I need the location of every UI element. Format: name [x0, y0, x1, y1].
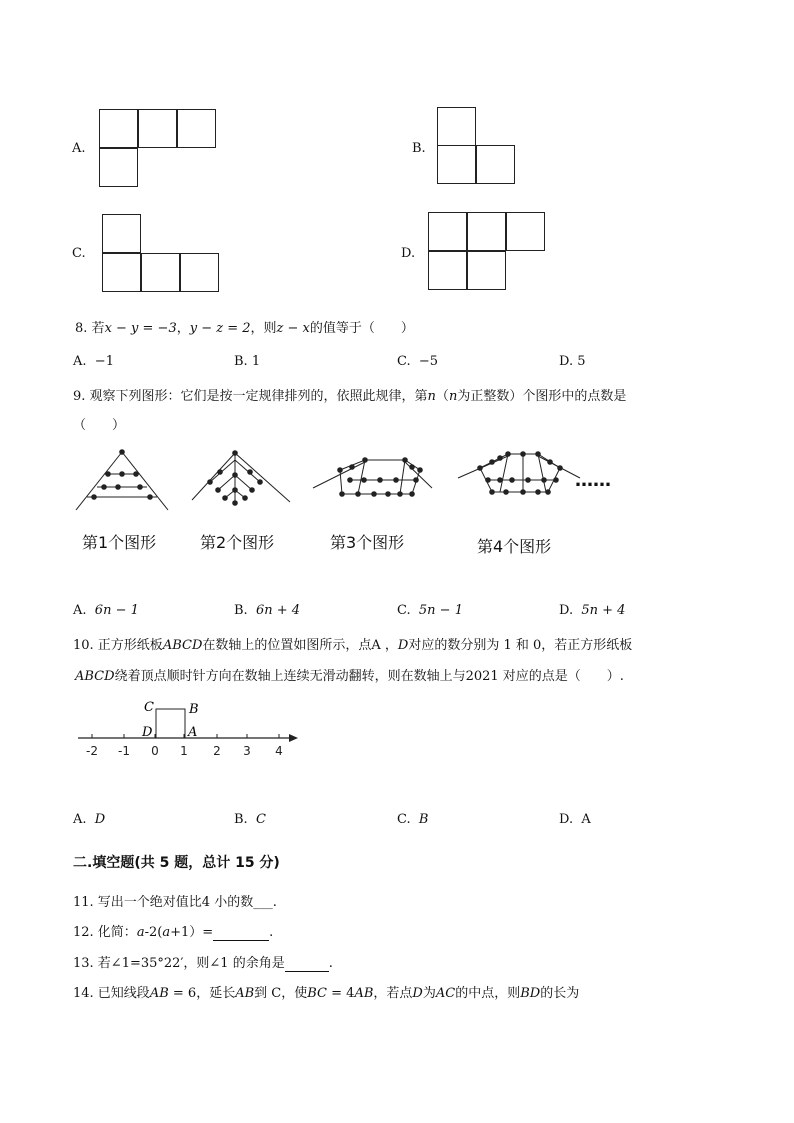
q9-caption-2: 第2个图形 — [200, 533, 275, 552]
q10-option-a[interactable]: A. D — [73, 812, 106, 827]
q10-tick-label: 4 — [275, 744, 283, 758]
q10-option-d[interactable]: D. A — [559, 812, 591, 827]
q7-option-a-label: A. — [72, 141, 86, 156]
q11-stem: 11. 写出一个绝对值比4 小的数___. — [73, 895, 277, 910]
q10-option-b[interactable]: B. C — [234, 812, 266, 827]
q10-point-a: A — [188, 725, 198, 740]
q9-option-a[interactable]: A. 6n − 1 — [73, 603, 139, 618]
q10-tick-label: 2 — [213, 744, 221, 758]
q10-point-b: B — [189, 702, 199, 717]
q10-number-line — [70, 693, 310, 763]
q9-stem-line2: （ ） — [73, 418, 126, 433]
section-heading-fill-blank: 二.填空题(共 5 题，总计 15 分) — [73, 855, 280, 871]
q9-caption-4: 第4个图形 — [477, 537, 552, 556]
q14-stem: 14. 已知线段AB = 6，延长AB到 C，使BC = 4AB，若点D为AC的中点，则BD的长为 — [73, 986, 580, 1001]
q8-option-c[interactable]: C. −5 — [397, 354, 439, 369]
q13-stem: 13. 若∠1=35°22′，则∠1 的余角是 . — [73, 956, 333, 971]
q10-stem-line1: 10. 正方形纸板ABCD在数轴上的位置如图所示，点A ，D对应的数分别为 1 和 0，若正方形纸板 — [73, 638, 633, 653]
q8-text-post: 的值等于（ ） — [309, 321, 414, 336]
q10-square-abcd — [156, 709, 185, 738]
q9-ellipsis: …… — [575, 470, 611, 491]
q7-option-c-label: C. — [72, 246, 86, 261]
q9-caption-1: 第1个图形 — [82, 533, 157, 552]
q8-text-pre: 若 — [91, 321, 105, 336]
q10-tick-label: -2 — [86, 744, 98, 758]
q10-option-c[interactable]: C. B — [397, 812, 429, 827]
q9-option-b[interactable]: B. 6n + 4 — [234, 603, 301, 618]
q8-expr3: z − x — [276, 321, 310, 336]
q10-tick-label: 0 — [151, 744, 159, 758]
q8-number: 8. — [75, 321, 88, 336]
q12-answer-blank[interactable] — [213, 925, 269, 941]
q10-tick-label: 3 — [243, 744, 251, 758]
q9-option-c[interactable]: C. 5n − 1 — [397, 603, 463, 618]
q8-stem — [75, 317, 414, 336]
q9-caption-3: 第3个图形 — [330, 533, 405, 552]
q10-tick-label: -1 — [118, 744, 130, 758]
q13-answer-blank[interactable] — [285, 956, 329, 972]
q8-sep1: ， — [176, 321, 190, 336]
q7-option-b-label: B. — [412, 141, 426, 156]
q9-pattern-figures — [60, 440, 620, 520]
q10-point-c: C — [144, 700, 154, 715]
q9-figure-4 — [458, 452, 580, 495]
q8-option-d[interactable]: D. 5 — [559, 354, 586, 369]
q10-stem-line2: ABCD绕着顶点顺时针方向在数轴上连续无滑动翻转，则在数轴上与2021 对应的点是（ ）. — [75, 669, 624, 684]
q9-option-d[interactable]: D. 5n + 4 — [559, 603, 626, 618]
q9-figure-3 — [313, 458, 432, 497]
q8-sep2: ，则 — [250, 321, 277, 336]
q9-stem-line1: 9. 观察下列图形：它们是按一定规律排列的，依照此规律，第n（n为正整数）个图形中的点数是 — [73, 389, 627, 404]
q8-option-b[interactable]: B. 1 — [234, 354, 261, 369]
q10-point-d: D — [142, 725, 153, 740]
q9-figure-1 — [76, 450, 168, 510]
q9-figure-2 — [192, 451, 290, 506]
q7-option-d-label: D. — [401, 246, 416, 261]
q8-option-a[interactable]: A. −1 — [73, 354, 114, 369]
q12-stem: 12. 化简：a-2(a+1）= . — [73, 925, 274, 940]
q8-expr2: y − z = 2 — [189, 321, 251, 336]
q8-expr1: x − y = −3 — [104, 321, 177, 336]
q10-tick-label: 1 — [180, 744, 188, 758]
